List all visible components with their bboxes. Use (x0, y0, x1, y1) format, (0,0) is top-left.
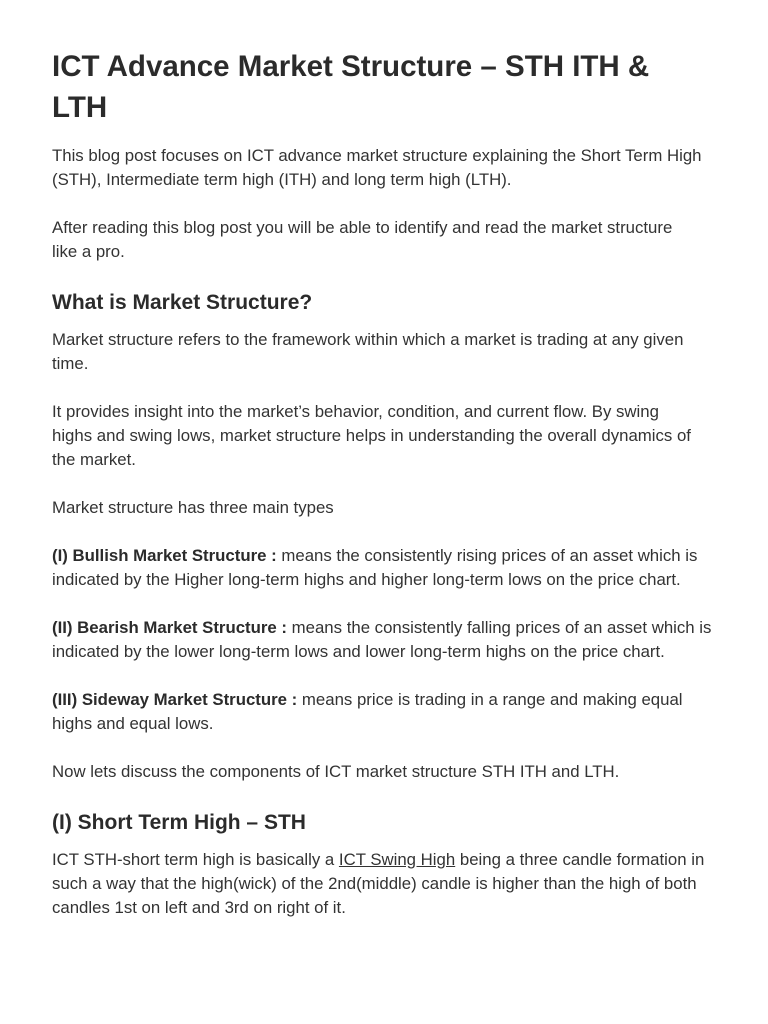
article-title-line: LTH (52, 91, 108, 124)
market-type-label: (II) Bearish Market Structure : (52, 618, 287, 637)
market-types-intro (52, 496, 768, 520)
text-line: It provides insight into the market’s behavior, condition, and current flow. By swing (52, 402, 659, 421)
text-segment: being a three candle formation in (455, 850, 705, 869)
short-term-high-paragraph (52, 848, 768, 920)
text-line: (STH), Intermediate term high (ITH) and long term high (LTH). (52, 170, 512, 189)
text-line (52, 688, 768, 712)
ict-swing-high-link[interactable]: ICT Swing High (338, 850, 456, 869)
article-title (52, 46, 768, 128)
intro-paragraph (52, 144, 768, 192)
intro-paragraph (52, 216, 768, 264)
text-line: Market structure refers to the framework within which a market is trading at any given (52, 330, 684, 349)
market-type-description: means the consistently falling prices of an asset which is (287, 618, 712, 637)
text-line: This blog post focuses on ICT advance market structure explaining the Short Term High (52, 146, 702, 165)
text-line: like a pro. (52, 242, 125, 261)
market-type-label: (I) Bullish Market Structure : (52, 546, 277, 565)
text-line: Market structure has three main types (52, 498, 334, 517)
section-heading-market-structure: What is Market Structure? (52, 291, 313, 314)
text-line: such a way that the high(wick) of the 2nd(middle) candle is higher than the high of both (52, 874, 697, 893)
section-heading-short-term-high: (I) Short Term High – STH (52, 811, 306, 834)
market-type-sideway (52, 688, 768, 736)
text-segment: ICT STH-short term high is basically a (52, 850, 339, 869)
text-line: highs and swing lows, market structure helps in understanding the overall dynamics of (52, 426, 691, 445)
text-line (52, 544, 768, 568)
market-type-bearish (52, 616, 768, 664)
market-type-description: means price is trading in a range and making equal (297, 690, 683, 709)
text-line: highs and equal lows. (52, 714, 214, 733)
market-type-label: (III) Sideway Market Structure : (52, 690, 298, 709)
text-line: time. (52, 354, 89, 373)
market-type-bullish (52, 544, 768, 592)
text-line: indicated by the Higher long-term highs and higher long-term lows on the price chart. (52, 570, 681, 589)
text-line: After reading this blog post you will be able to identify and read the market structure (52, 218, 673, 237)
text-line: Now lets discuss the components of ICT market structure STH ITH and LTH. (52, 762, 620, 781)
market-structure-definition (52, 328, 768, 376)
text-line (52, 848, 768, 872)
components-transition (52, 760, 768, 784)
text-line: the market. (52, 450, 136, 469)
market-structure-insight (52, 400, 768, 472)
article-title-line: ICT Advance Market Structure – STH ITH & (52, 50, 650, 83)
text-line (52, 616, 768, 640)
text-line: indicated by the lower long-term lows and lower long-term highs on the price chart. (52, 642, 665, 661)
text-line: candles 1st on left and 3rd on right of it. (52, 898, 346, 917)
market-type-description: means the consistently rising prices of an asset which is (276, 546, 698, 565)
